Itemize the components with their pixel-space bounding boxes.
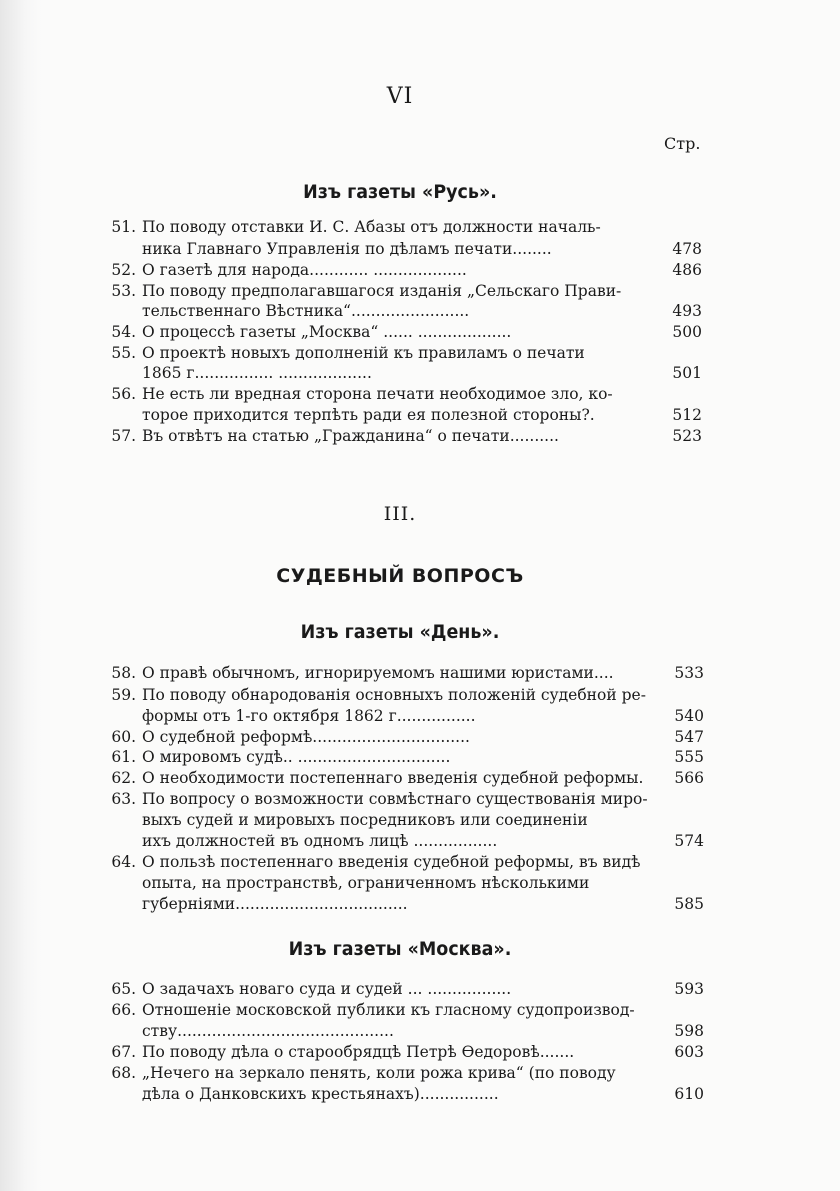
toc-entry-55-cont — [142, 362, 648, 384]
entry-number: 55. — [111, 344, 136, 362]
toc-entry-64-cont — [142, 872, 658, 894]
entry-number: 58. — [111, 664, 136, 682]
entry-text: О пользѣ постепеннаго введенія судебной реформы, въ видѣ — [142, 853, 641, 871]
entry-text: По поводу обнародованія основныхъ положеній судебной ре- — [142, 686, 646, 704]
entry-page-number: 598 — [674, 1022, 704, 1040]
entry-number: 65. — [111, 980, 136, 998]
toc-entry-51-cont — [142, 238, 648, 260]
entry-page-number: 540 — [674, 707, 704, 725]
entry-page-number: 523 — [672, 427, 702, 445]
entry-page-number: 555 — [674, 748, 704, 766]
entry-number: 61. — [111, 748, 136, 766]
entry-page-number: 501 — [672, 364, 702, 382]
entry-text: ника Главнаго Управленія по дѣламъ печати........ — [142, 240, 552, 258]
toc-entry-57 — [98, 425, 648, 447]
entry-page-number: 574 — [674, 832, 704, 850]
entry-page-number: 486 — [672, 261, 702, 279]
toc-entry-58 — [98, 662, 648, 684]
entry-page-number: 547 — [674, 728, 704, 746]
entry-text: губерніями................................... — [142, 895, 408, 913]
part-number: III. — [383, 503, 417, 525]
part-title: СУДЕБНЫЙ ВОПРОСЪ — [276, 565, 524, 587]
toc-entry-56 — [98, 383, 648, 405]
entry-page-number: 593 — [674, 980, 704, 998]
section-heading-rus: Изъ газеты «Русь». — [303, 181, 497, 203]
toc-entry-54 — [98, 321, 648, 343]
entry-number: 63. — [111, 790, 136, 808]
toc-entry-68-cont — [142, 1083, 648, 1105]
toc-entry-53-cont — [142, 300, 648, 322]
entry-text: По поводу дѣла о старообрядцѣ Петрѣ Ѳедоровѣ....... — [142, 1043, 575, 1061]
entry-page-number: 585 — [674, 895, 704, 913]
toc-entry-67 — [98, 1041, 648, 1063]
entry-text: выхъ судей и мировыхъ посредниковъ или соединеніи — [142, 811, 588, 829]
entry-page-number: 566 — [674, 769, 704, 787]
entry-text: тельственнаго Вѣстника“........................ — [142, 302, 470, 320]
entry-text: дѣла о Данковскихъ крестьянахъ)................ — [142, 1085, 499, 1103]
entry-text: торое приходится терпѣть ради ея полезной стороны?. — [142, 406, 595, 424]
entry-number: 53. — [111, 282, 136, 300]
entry-number: 52. — [111, 261, 136, 279]
page-column-label: Стр. — [664, 134, 701, 153]
toc-entry-66 — [98, 999, 658, 1021]
entry-page-number: 493 — [672, 302, 702, 320]
entry-text: О процессѣ газеты „Москва“ ...... ................... — [142, 323, 512, 341]
entry-text: По поводу отставки И. С. Абазы отъ должности началь- — [142, 218, 601, 236]
toc-entry-66-cont — [142, 1020, 648, 1042]
entry-page-number: 512 — [672, 406, 702, 424]
entry-text: 1865 г................ ................... — [142, 364, 372, 382]
entry-text: опыта, на пространствѣ, ограниченномъ нѣсколькими — [142, 874, 590, 892]
entry-text: формы отъ 1-го октября 1862 г................ — [142, 707, 476, 725]
entry-page-number: 610 — [674, 1085, 704, 1103]
toc-entry-59 — [98, 684, 658, 706]
entry-text: Отношеніе московской публики къ гласному судопроизвод- — [142, 1001, 635, 1019]
entry-number: 68. — [111, 1064, 136, 1082]
entry-number: 60. — [111, 728, 136, 746]
toc-entry-68 — [98, 1062, 658, 1084]
entry-text: Въ отвѣтъ на статью „Гражданина“ о печати.......... — [142, 427, 559, 445]
entry-number: 66. — [111, 1001, 136, 1019]
entry-text: Не есть ли вредная сторона печати необходимое зло, ко- — [142, 385, 613, 403]
entry-number: 62. — [111, 769, 136, 787]
entry-number: 59. — [111, 686, 136, 704]
entry-text: „Нечего на зеркало пенять, коли рожа крива“ (по поводу — [142, 1064, 616, 1082]
toc-entry-64-cont — [142, 893, 648, 915]
toc-entry-63-cont — [142, 830, 648, 852]
toc-entry-59-cont — [142, 705, 648, 727]
entry-text: О газетѣ для народа............ ................... — [142, 261, 467, 279]
toc-entry-55 — [98, 342, 648, 364]
entry-text: ихъ должностей въ одномъ лицѣ ................. — [142, 832, 498, 850]
entry-page-number: 500 — [672, 323, 702, 341]
entry-text: О необходимости постепеннаго введенія судебной реформы. — [142, 769, 644, 787]
toc-entry-60 — [98, 726, 648, 748]
entry-text: ству............................................ — [142, 1022, 394, 1040]
section-heading-den: Изъ газеты «День». — [300, 621, 500, 643]
entry-text: О проектѣ новыхъ дополненій къ правиламъ о печати — [142, 344, 585, 362]
entry-page-number: 603 — [674, 1043, 704, 1061]
entry-number: 64. — [111, 853, 136, 871]
toc-entry-61 — [98, 746, 648, 768]
entry-number: 54. — [111, 323, 136, 341]
toc-entry-64 — [98, 851, 658, 873]
entry-text: О мировомъ судѣ.. ............................... — [142, 748, 451, 766]
page-number: VI — [386, 84, 414, 109]
entry-text: По вопросу о возможности совмѣстнаго существованія миро- — [142, 790, 648, 808]
toc-entry-62 — [98, 767, 658, 789]
toc-entry-53 — [98, 280, 648, 302]
toc-entry-52 — [98, 259, 648, 281]
section-heading-moskva: Изъ газеты «Москва». — [288, 938, 512, 960]
toc-entry-51 — [98, 216, 648, 238]
entry-number: 51. — [111, 218, 136, 236]
entry-text: По поводу предполагавшагося изданія „Сельскаго Прави- — [142, 282, 622, 300]
entry-number: 67. — [111, 1043, 136, 1061]
toc-entry-63 — [98, 788, 658, 810]
entry-text: О задачахъ новаго суда и судей ... ................. — [142, 980, 512, 998]
toc-entry-65 — [98, 978, 648, 1000]
entry-page-number: 533 — [674, 664, 704, 682]
entry-text: О правѣ обычномъ, игнорируемомъ нашими юристами.... — [142, 664, 614, 682]
entry-page-number: 478 — [672, 240, 702, 258]
toc-entry-56-cont — [142, 404, 648, 426]
entry-number: 57. — [111, 427, 136, 445]
toc-entry-63-cont — [142, 809, 658, 831]
entry-text: О судебной реформѣ................................ — [142, 728, 470, 746]
entry-number: 56. — [111, 385, 136, 403]
